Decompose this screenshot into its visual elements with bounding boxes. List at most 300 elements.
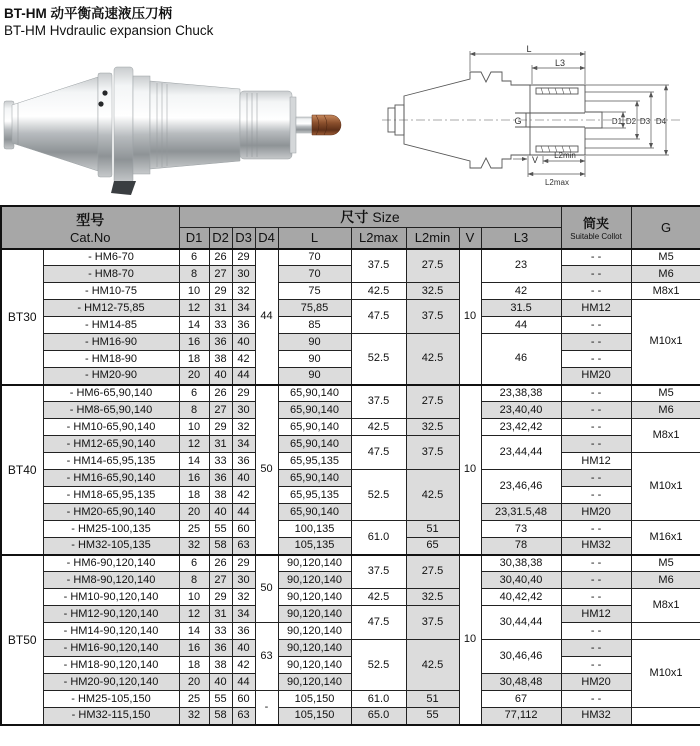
label-D3: D3 (639, 116, 651, 126)
bt40-row1-d2: 27 (209, 402, 232, 419)
bt40-row2-d1: 10 (179, 419, 209, 436)
bt30-row0-d3: 29 (232, 249, 255, 266)
table-row (1, 657, 700, 674)
bt50-row1-d1: 8 (179, 572, 209, 589)
bt30-row2-collet: - - (561, 283, 631, 300)
bt50-row5-catno: - HM16-90,120,140 (43, 640, 179, 657)
bt50-row6-d2: 38 (209, 657, 232, 674)
bt50-row7-l3: 30,48,48 (481, 674, 561, 691)
bt40-row6-l: 65,95,135 (278, 487, 351, 504)
bt40-row7-d1: 20 (179, 504, 209, 521)
product-photo (0, 43, 345, 199)
header-collet (561, 206, 631, 249)
bt50-row5-collet: - - (561, 640, 631, 657)
bt30-row5-l: 90 (278, 334, 351, 351)
bt50-row0-l3: 30,38,38 (481, 555, 561, 572)
bt40-row9-catno: - HM32-105,135 (43, 538, 179, 555)
bt50-row8-collet: - - (561, 691, 631, 708)
bt40-row5-d3: 40 (232, 470, 255, 487)
ball-endmill (312, 115, 341, 135)
bt50-row0-d4: 50 (255, 555, 278, 623)
bt50-row4-catno: - HM14-90,120,140 (43, 623, 179, 640)
bt40-row2-collet: - - (561, 419, 631, 436)
bt40-row9-l: 105,135 (278, 538, 351, 555)
group-label-bt30: BT30 (1, 249, 43, 385)
bt40-row9-d2: 58 (209, 538, 232, 555)
bt40-row7-collet: HM20 (561, 504, 631, 521)
bt50-row6-catno: - HM18-90,120,140 (43, 657, 179, 674)
bt40-row4-d3: 36 (232, 453, 255, 470)
bt40-row3-collet: - - (561, 436, 631, 453)
bt50-row9-d2: 58 (209, 708, 232, 725)
bt30-row5-l2max: 52.5 (351, 334, 406, 385)
bt50-row7-catno: - HM20-90,120,140 (43, 674, 179, 691)
bt30-row5-l3: 46 (481, 334, 561, 385)
bt40-row9-collet: HM32 (561, 538, 631, 555)
bt40-row2-d3: 32 (232, 419, 255, 436)
bt50-row5-l2min: 42.5 (406, 640, 459, 691)
table-row (1, 249, 700, 266)
table-row (1, 572, 700, 589)
bt50-row0-l2min: 27.5 (406, 555, 459, 589)
label-D1: D1 (611, 116, 623, 126)
bt40-row7-catno: - HM20-65,90,140 (43, 504, 179, 521)
header-col-v: V (459, 228, 481, 249)
bt50-row9-d3: 63 (232, 708, 255, 725)
bt50-row9-l2min: 55 (406, 708, 459, 725)
bt40-row8-catno: - HM25-100,135 (43, 521, 179, 538)
bt50-row3-l2min: 37.5 (406, 606, 459, 640)
bt40-row4-d1: 14 (179, 453, 209, 470)
table-row (1, 266, 700, 283)
header-collet-en: Suitable Collot (570, 232, 622, 242)
bt40-row2-l2max: 42.5 (351, 419, 406, 436)
bt30-row0-d2: 26 (209, 249, 232, 266)
bt30-row5-d1: 16 (179, 334, 209, 351)
page-title-zh: BT-HM 动平衡高速液压刀柄 (4, 6, 172, 21)
bt50-row8-l3: 67 (481, 691, 561, 708)
bt30-row0-l: 70 (278, 249, 351, 266)
chuck-photo-shapes (4, 67, 341, 195)
header-size-zh: 尺寸 (340, 208, 369, 225)
bt30-row1-d2: 27 (209, 266, 232, 283)
bt40-row5-catno: - HM16-65,90,140 (43, 470, 179, 487)
header-size-en: Size (372, 208, 400, 225)
bt50-row5-l3: 30,46,46 (481, 640, 561, 674)
bt50-row0-v: 10 (459, 555, 481, 725)
title-block (0, 0, 700, 40)
bt50-row1-d2: 27 (209, 572, 232, 589)
table-row (1, 317, 700, 334)
flange-ring-1 (98, 73, 112, 177)
bt30-row3-g: M10x1 (631, 300, 700, 385)
cutter-shank (296, 117, 312, 133)
table-row (1, 402, 700, 419)
bt40-row3-catno: - HM12-65,90,140 (43, 436, 179, 453)
bt40-row0-catno: - HM6-65,90,140 (43, 385, 179, 402)
bt50-row6-d1: 18 (179, 657, 209, 674)
bt40-row9-d1: 32 (179, 538, 209, 555)
group-label-bt50: BT50 (1, 555, 43, 725)
spec-table-header (1, 206, 700, 249)
bt40-row1-l: 65,90,140 (278, 402, 351, 419)
bt50-row2-l3: 40,42,42 (481, 589, 561, 606)
bt40-row3-d1: 12 (179, 436, 209, 453)
bt40-row1-d3: 30 (232, 402, 255, 419)
bt30-row2-catno: - HM10-75 (43, 283, 179, 300)
balance-hole-1 (102, 90, 107, 95)
bt30-row4-d1: 14 (179, 317, 209, 334)
bt30-row3-l3: 31.5 (481, 300, 561, 317)
bt40-row3-l: 65,90,140 (278, 436, 351, 453)
bt40-row8-collet: - - (561, 521, 631, 538)
table-row (1, 521, 700, 538)
bt30-row2-d1: 10 (179, 283, 209, 300)
bt30-row2-l: 75 (278, 283, 351, 300)
bt50-row9-l: 105,150 (278, 708, 351, 725)
bt40-row4-d2: 33 (209, 453, 232, 470)
technical-drawing-wrap (380, 43, 698, 200)
bt50-row7-d3: 44 (232, 674, 255, 691)
bt50-row0-d1: 6 (179, 555, 209, 572)
flange-ring-2 (114, 67, 133, 183)
bt50-row9-d1: 32 (179, 708, 209, 725)
bt40-row5-l2max: 52.5 (351, 470, 406, 521)
header-col-d4: D4 (255, 228, 278, 249)
bt50-row1-l: 90,120,140 (278, 572, 351, 589)
nose-face (290, 97, 296, 153)
table-row (1, 351, 700, 368)
bt50-row4-collet: - - (561, 623, 631, 640)
bt50-row8-catno: - HM25-105,150 (43, 691, 179, 708)
label-L2min: L2min (554, 150, 576, 160)
label-L: L (526, 44, 532, 54)
bt50-row8-l: 105,150 (278, 691, 351, 708)
bt50-row6-collet: - - (561, 657, 631, 674)
bt50-row9-catno: - HM32-115,150 (43, 708, 179, 725)
dimension-labels (514, 45, 666, 187)
bt50-row1-collet: - - (561, 572, 631, 589)
bt30-row3-l: 75,85 (278, 300, 351, 317)
bt30-row0-l3: 23 (481, 249, 561, 283)
bt30-row6-d2: 38 (209, 351, 232, 368)
bt50-row1-l3: 30,40,40 (481, 572, 561, 589)
bt50-row5-l: 90,120,140 (278, 640, 351, 657)
bt30-row2-d3: 32 (232, 283, 255, 300)
bt40-row1-d1: 8 (179, 402, 209, 419)
header-col-d1: D1 (179, 228, 209, 249)
bt30-row3-l2max: 47.5 (351, 300, 406, 334)
bt30-row6-d1: 18 (179, 351, 209, 368)
label-L2max: L2max (544, 177, 570, 187)
bt50-row5-g: M10x1 (631, 640, 700, 708)
bt50-row8-l2min: 51 (406, 691, 459, 708)
bt40-row5-d2: 36 (209, 470, 232, 487)
bt40-row2-g: M8x1 (631, 419, 700, 453)
bt50-row2-d2: 29 (209, 589, 232, 606)
label-V: V (531, 154, 539, 165)
bt30-row1-l: 70 (278, 266, 351, 283)
bt50-row5-d3: 40 (232, 640, 255, 657)
bt50-row2-l: 90,120,140 (278, 589, 351, 606)
collar (133, 76, 150, 174)
header-model-zh: 型号 (76, 211, 105, 228)
bt40-row8-l2min: 51 (406, 521, 459, 538)
balance-hole-2 (98, 101, 103, 106)
bt30-row2-l3: 42 (481, 283, 561, 300)
bt50-row5-l2max: 52.5 (351, 640, 406, 691)
bt30-row2-l2max: 42.5 (351, 283, 406, 300)
bt30-row1-d1: 8 (179, 266, 209, 283)
bt50-row8-d2: 55 (209, 691, 232, 708)
table-row (1, 691, 700, 708)
header-row-1 (1, 206, 700, 228)
bt50-row0-l: 90,120,140 (278, 555, 351, 572)
bt30-row7-catno: - HM20-90 (43, 368, 179, 385)
bt30-row7-collet: HM20 (561, 368, 631, 385)
bt30-row5-d3: 40 (232, 334, 255, 351)
bt30-row0-collet: - - (561, 249, 631, 266)
bt40-row7-d2: 40 (209, 504, 232, 521)
bt40-row8-l2max: 61.0 (351, 521, 406, 555)
bt40-row5-collet: - - (561, 470, 631, 487)
bt30-row0-d4: 44 (255, 249, 278, 385)
bt30-row7-d3: 44 (232, 368, 255, 385)
bt50-row3-catno: - HM12-90,120,140 (43, 606, 179, 623)
bt30-row3-d3: 34 (232, 300, 255, 317)
body-cylinder (150, 81, 240, 169)
bt30-row6-collet: - - (561, 351, 631, 368)
technical-drawing (380, 45, 690, 195)
bt40-row5-d1: 16 (179, 470, 209, 487)
bt40-row0-collet: - - (561, 385, 631, 402)
bt50-row0-d3: 29 (232, 555, 255, 572)
bt50-row7-l: 90,120,140 (278, 674, 351, 691)
bt50-row5-d2: 36 (209, 640, 232, 657)
bt40-row5-l: 65,90,140 (278, 470, 351, 487)
bt30-row7-d1: 20 (179, 368, 209, 385)
product-photo-wrap (0, 43, 352, 204)
bt30-row1-g: M6 (631, 266, 700, 283)
bt50-row1-d3: 30 (232, 572, 255, 589)
bt40-row0-d4: 50 (255, 385, 278, 555)
bt40-row4-g: M10x1 (631, 453, 700, 521)
bt40-row3-l2max: 47.5 (351, 436, 406, 470)
bt30-row0-d1: 6 (179, 249, 209, 266)
bt50-row9-l2max: 65.0 (351, 708, 406, 725)
bt50-row2-l2min: 32.5 (406, 589, 459, 606)
bt30-row2-l2min: 32.5 (406, 283, 459, 300)
table-row (1, 419, 700, 436)
header-col-d3: D3 (232, 228, 255, 249)
bt30-row4-l: 85 (278, 317, 351, 334)
bt50-row9-l3: 77,112 (481, 708, 561, 725)
bt50-row2-g: M8x1 (631, 589, 700, 623)
bt40-row0-v: 10 (459, 385, 481, 555)
bt30-row2-d2: 29 (209, 283, 232, 300)
bt30-row7-l: 90 (278, 368, 351, 385)
bt30-row3-catno: - HM12-75,85 (43, 300, 179, 317)
label-D4: D4 (655, 116, 667, 126)
bt40-row6-catno: - HM18-65,95,135 (43, 487, 179, 504)
table-row (1, 555, 700, 572)
bt30-row2-g: M8x1 (631, 283, 700, 300)
bt40-row3-d3: 34 (232, 436, 255, 453)
header-col-d2: D2 (209, 228, 232, 249)
bt40-row2-catno: - HM10-65,90,140 (43, 419, 179, 436)
bt40-row2-l: 65,90,140 (278, 419, 351, 436)
bt30-row6-catno: - HM18-90 (43, 351, 179, 368)
bt50-row7-d1: 20 (179, 674, 209, 691)
table-row (1, 436, 700, 453)
bt50-row9-collet: HM32 (561, 708, 631, 725)
bt50-row7-d2: 40 (209, 674, 232, 691)
table-row (1, 368, 700, 385)
bt50-row3-collet: HM12 (561, 606, 631, 623)
bt30-row0-catno: - HM6-70 (43, 249, 179, 266)
bt40-row8-l3: 73 (481, 521, 561, 538)
bt40-row6-collet: - - (561, 487, 631, 504)
bt30-row7-d2: 40 (209, 368, 232, 385)
bt40-row3-l2min: 37.5 (406, 436, 459, 470)
bt40-row8-d1: 25 (179, 521, 209, 538)
bt30-row5-d2: 36 (209, 334, 232, 351)
bt50-row0-catno: - HM6-90,120,140 (43, 555, 179, 572)
bt30-row4-l3: 44 (481, 317, 561, 334)
bt40-row0-l2min: 27.5 (406, 385, 459, 419)
bt40-row7-l3: 23,31.5,48 (481, 504, 561, 521)
header-col-l: L (278, 228, 351, 249)
bt40-row6-d2: 38 (209, 487, 232, 504)
bt40-row5-l2min: 42.5 (406, 470, 459, 521)
bt40-row9-d3: 63 (232, 538, 255, 555)
bt40-row1-l3: 23,40,40 (481, 402, 561, 419)
bt50-row2-l2max: 42.5 (351, 589, 406, 606)
table-row (1, 674, 700, 691)
bt30-row0-g: M5 (631, 249, 700, 266)
bt40-row7-d3: 44 (232, 504, 255, 521)
bt30-row5-catno: - HM16-90 (43, 334, 179, 351)
bt40-row4-l: 65,95,135 (278, 453, 351, 470)
bt50-row3-d2: 31 (209, 606, 232, 623)
bt30-row3-d2: 31 (209, 300, 232, 317)
bt50-row3-d1: 12 (179, 606, 209, 623)
bt50-row5-d1: 16 (179, 640, 209, 657)
table-row (1, 606, 700, 623)
bt40-row0-l: 65,90,140 (278, 385, 351, 402)
table-row (1, 708, 700, 725)
bt30-row3-collet: HM12 (561, 300, 631, 317)
table-row (1, 334, 700, 351)
label-G: G (514, 115, 522, 126)
bt40-row9-l2min: 65 (406, 538, 459, 555)
bt40-row1-catno: - HM8-65,90,140 (43, 402, 179, 419)
header-col-l3: L3 (481, 228, 561, 249)
bt30-row6-l: 90 (278, 351, 351, 368)
bt50-row4-d4: 63 (255, 623, 278, 691)
header-g: G (631, 206, 700, 249)
bt50-row3-d3: 34 (232, 606, 255, 623)
group-label-bt40: BT40 (1, 385, 43, 555)
bt50-row3-l2max: 47.5 (351, 606, 406, 640)
bt40-row4-collet: HM12 (561, 453, 631, 470)
images-row (0, 43, 700, 201)
bt30-row1-catno: - HM8-70 (43, 266, 179, 283)
header-collet-zh: 筒夹 (583, 216, 610, 232)
bt40-row0-d3: 29 (232, 385, 255, 402)
bt30-row4-catno: - HM14-85 (43, 317, 179, 334)
table-row (1, 640, 700, 657)
bt50-row8-d4: - (255, 691, 278, 725)
bt50-row2-d1: 10 (179, 589, 209, 606)
bt50-row0-l2max: 37.5 (351, 555, 406, 589)
bt40-row5-l3: 23,46,46 (481, 470, 561, 504)
table-row (1, 300, 700, 317)
bt40-row0-d2: 26 (209, 385, 232, 402)
bt40-row0-l2max: 37.5 (351, 385, 406, 419)
table-row (1, 504, 700, 521)
bt40-row7-l: 65,90,140 (278, 504, 351, 521)
bt50-row4-d1: 14 (179, 623, 209, 640)
spec-table-body (1, 249, 700, 725)
table-row (1, 623, 700, 640)
header-size (179, 206, 561, 228)
table-row (1, 385, 700, 402)
bt50-row0-d2: 26 (209, 555, 232, 572)
bt50-row4-d2: 33 (209, 623, 232, 640)
bt50-row2-catno: - HM10-90,120,140 (43, 589, 179, 606)
table-row (1, 470, 700, 487)
bt40-row1-g: M6 (631, 402, 700, 419)
label-L3: L3 (554, 57, 566, 68)
bt40-row3-d2: 31 (209, 436, 232, 453)
taper-cone (12, 77, 98, 171)
table-row (1, 487, 700, 504)
header-col-l2max: L2max (351, 228, 406, 249)
bt50-row4-d3: 36 (232, 623, 255, 640)
bt30-row0-v: 10 (459, 249, 481, 385)
nose-cylinder (240, 91, 292, 159)
bt30-row4-d3: 36 (232, 317, 255, 334)
bt50-row4-l: 90,120,140 (278, 623, 351, 640)
header-model-en: Cat.No (70, 229, 111, 245)
bt40-row0-g: M5 (631, 385, 700, 402)
bt40-row9-l3: 78 (481, 538, 561, 555)
bt40-row2-l3: 23,42,42 (481, 419, 561, 436)
table-row (1, 453, 700, 470)
bt50-row8-d1: 25 (179, 691, 209, 708)
bt50-row1-catno: - HM8-90,120,140 (43, 572, 179, 589)
bt30-row0-l2min: 27.5 (406, 249, 459, 283)
header-col-l2min: L2min (406, 228, 459, 249)
bt30-row5-l2min: 42.5 (406, 334, 459, 385)
bt30-row4-collet: - - (561, 317, 631, 334)
bt30-row1-collet: - - (561, 266, 631, 283)
bt30-row3-d1: 12 (179, 300, 209, 317)
bt30-row5-collet: - - (561, 334, 631, 351)
bt30-row1-d3: 30 (232, 266, 255, 283)
bt50-row0-collet: - - (561, 555, 631, 572)
spec-table (0, 205, 700, 726)
bt40-row0-l3: 23,38,38 (481, 385, 561, 402)
header-model (1, 206, 179, 249)
page-title-en: BT-HM Hvdraulic expansion Chuck (4, 23, 214, 39)
drive-key-slot (111, 181, 136, 195)
bt50-row6-d3: 42 (232, 657, 255, 674)
bt40-row6-d1: 18 (179, 487, 209, 504)
bt40-row0-d1: 6 (179, 385, 209, 402)
table-row (1, 283, 700, 300)
